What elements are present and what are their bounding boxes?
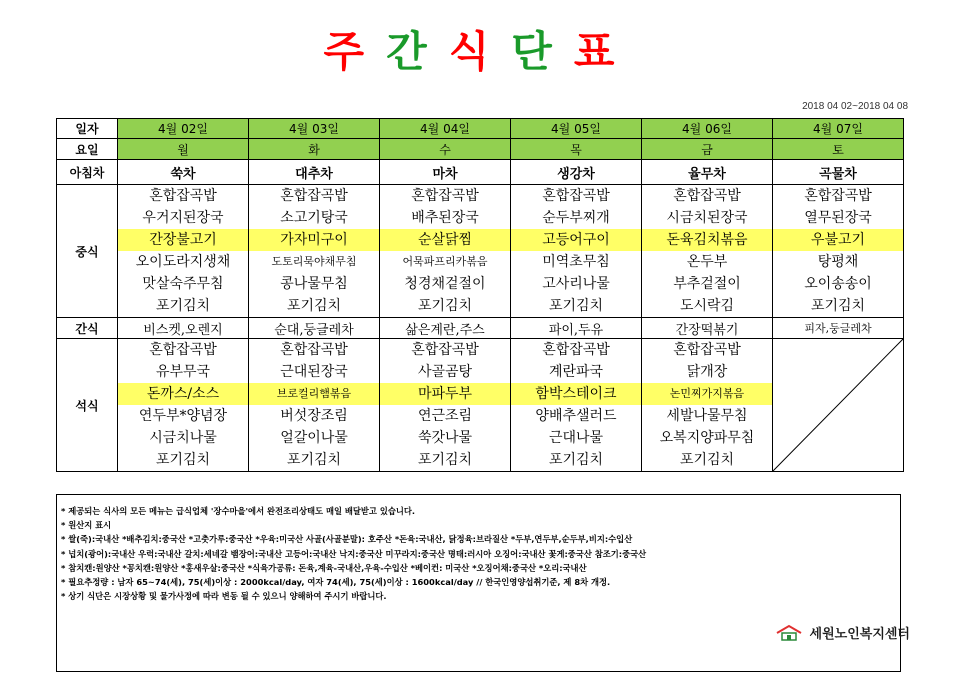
lunch-cell [249,185,380,318]
weekday-row [57,139,904,160]
note-line: * 넙치(광어):국내산 우럭:국내산 갈치:세네갈 뱀장어:국내산 고등어:국내산 낙지:중국산 미꾸라지:중국산 명태:러시아 오징어:국내산 꽃게:중국산 참조기:중국산 [61,548,647,559]
snack-cell: 파이,두유 [511,318,642,339]
menu-item: 혼합잡곡밥 [804,188,872,204]
note-line: * 상기 식단은 시장상황 및 물가사정에 따라 변동 될 수 있으니 양해하여 주시기 바랍니다. [61,591,387,602]
menu-item: 오복지양파무침 [659,430,755,446]
menu-item: 포기김치 [548,298,604,314]
lunch-row [57,185,904,318]
menu-item: 포기김치 [155,298,211,314]
menu-item: 포기김치 [417,298,473,314]
brand-name: 세원노인복지센터 [809,627,910,642]
dinner-cell [249,339,380,472]
title-char: 단 [511,27,574,76]
snack-label: 간식 [57,318,118,339]
day-cell: 월 [118,139,249,160]
menu-item: 온두부 [686,254,728,270]
menu-item: 청경채겉절이 [404,276,486,292]
menu-item: 얼갈이나물 [280,430,348,446]
lunch-cell [773,185,904,318]
dinner-cell [118,339,249,472]
menu-item: 고등어구이 [511,229,641,251]
menu-item: 포기김치 [155,452,211,468]
menu-item: 포기김치 [679,452,735,468]
menu-item: 도시락김 [679,298,735,314]
note-line: * 제공되는 식사의 모든 메뉴는 급식업체 '장수마을'에서 완전조리상태도 매일 배달받고 있습니다. [61,506,416,516]
menu-item: 함박스테이크 [511,383,641,405]
menu-item: 미역초무침 [542,254,610,270]
menu-item: 버섯장조림 [280,408,348,424]
date-cell: 4월 04일 [380,119,511,139]
menu-item: 혼합잡곡밥 [280,342,348,358]
house-logo-icon [774,624,804,642]
snack-cell: 피자,둥글레차 [773,318,904,339]
menu-item: 혼합잡곡밥 [673,342,741,358]
menu-item: 돈까스/소스 [118,383,248,405]
menu-item: 혼합잡곡밥 [542,188,610,204]
title-char: 식 [448,27,512,76]
lunch-cell [642,185,773,318]
menu-item: 부추겉절이 [673,276,741,292]
title-char: 표 [573,27,637,76]
day-cell: 토 [773,139,904,160]
day-cell: 수 [380,139,511,160]
date-cell: 4월 05일 [511,119,642,139]
title-char: 간 [386,27,449,76]
menu-item: 사골곰탕 [417,364,473,380]
menu-item: 오이송송이 [804,276,872,292]
tea-cell: 대추차 [249,160,380,185]
dinner-cell-empty [773,339,904,472]
dinner-label: 석식 [57,339,118,472]
tea-cell: 곡물차 [773,160,904,185]
menu-item: 유부무국 [155,364,211,380]
menu-item: 열무된장국 [804,210,872,226]
menu-item: 돈육김치볶음 [642,229,772,251]
menu-table [56,118,904,472]
menu-item: 탕평채 [817,254,859,270]
snack-cell: 간장떡볶기 [642,318,773,339]
menu-item: 가자미구이 [249,229,379,251]
snack-row [57,318,904,339]
note-line: * 쌀(죽):국내산 *배추김치:중국산 *고춧가루:중국산 *우육:미국산 사골(사골분말): 호주산 *돈육:국내산, 닭정육:브라질산 *두부,연두부,순두부,비지:수입산 [61,534,633,545]
date-cell: 4월 03일 [249,119,380,139]
dinner-cell [511,339,642,472]
day-label: 요일 [57,139,118,160]
date-row [57,119,904,139]
tea-row [57,160,904,185]
tea-cell: 쑥차 [118,160,249,185]
menu-item: 혼합잡곡밥 [280,188,348,204]
menu-item: 시금치된장국 [666,210,748,226]
menu-item: 우불고기 [773,229,903,251]
snack-cell: 비스켓,오렌지 [118,318,249,339]
menu-item: 혼합잡곡밥 [149,188,217,204]
menu-item: 마파두부 [380,383,510,405]
tea-cell: 생강차 [511,160,642,185]
menu-item: 근대된장국 [280,364,348,380]
menu-item: 배추된장국 [411,210,479,226]
menu-item: 혼합잡곡밥 [411,188,479,204]
tea-cell: 마차 [380,160,511,185]
menu-item: 콩나물무침 [280,276,348,292]
dinner-cell [380,339,511,472]
note-line: * 필요추정량 : 남자 65~74(세), 75(세)이상 : 2000kcal/day, 여자 74(세), 75(세)이상 : 1600kcal/day // 한국인영양섭취기준, 제 8차 개정. [61,577,611,588]
menu-item: 연근조림 [417,408,473,424]
menu-item: 포기김치 [810,298,866,314]
menu-item: 계란파국 [548,364,604,380]
menu-item: 맛살숙주무침 [142,276,224,292]
menu-item: 순두부찌개 [542,210,610,226]
page-title [0,28,960,76]
notes-box [56,494,901,672]
menu-item: 논민찌가지볶음 [642,383,772,405]
menu-item: 포기김치 [548,452,604,468]
menu-item: 소고기탕국 [280,210,348,226]
menu-item: 어묵파프리카볶음 [402,255,488,268]
date-cell: 4월 02일 [118,119,249,139]
lunch-cell [380,185,511,318]
menu-item: 오이도라지생채 [135,254,231,270]
diagonal-slash [773,339,903,471]
menu-item: 시금치나물 [149,430,217,446]
menu-item: 닭개장 [686,364,728,380]
menu-item: 간장불고기 [118,229,248,251]
date-cell: 4월 06일 [642,119,773,139]
menu-item: 포기김치 [417,452,473,468]
day-cell: 금 [642,139,773,160]
lunch-cell [118,185,249,318]
tea-label: 아침차 [57,160,118,185]
menu-item: 고사리나물 [542,276,610,292]
tea-cell: 율무차 [642,160,773,185]
menu-item: 세발나물무침 [666,408,748,424]
date-cell: 4월 07일 [773,119,904,139]
snack-cell: 삶은계란,주스 [380,318,511,339]
brand [774,623,910,642]
menu-item: 포기김치 [286,452,342,468]
title-char: 주 [323,27,387,76]
dinner-cell [642,339,773,472]
menu-item: 혼합잡곡밥 [542,342,610,358]
date-range: 2018 04 02~2018 04 08 [802,101,908,112]
note-line: * 참치캔:원양산 *꽁치캔:원양산 *홍새우살:중국산 *식육가공류: 돈육,계육-국내산,우육-수입산 *베이컨: 미국산 *오징어채:중국산 *오리:국내산 [61,562,587,573]
lunch-label: 중식 [57,185,118,318]
day-cell: 목 [511,139,642,160]
menu-item: 도토리묵야채무침 [271,255,357,268]
lunch-cell [511,185,642,318]
menu-item: 양배추샐러드 [535,408,617,424]
menu-item: 쑥갓나물 [417,430,473,446]
menu-item: 포기김치 [286,298,342,314]
date-label: 일자 [57,119,118,139]
menu-item: 연두부*양념장 [138,408,228,424]
menu-item: 혼합잡곡밥 [149,342,217,358]
day-cell: 화 [249,139,380,160]
menu-item: 브로컬리햄볶음 [249,383,379,405]
menu-item: 혼합잡곡밥 [411,342,479,358]
snack-cell: 순대,둥글레차 [249,318,380,339]
menu-item: 우거지된장국 [142,210,224,226]
menu-item: 혼합잡곡밥 [673,188,741,204]
menu-item: 순살닭찜 [380,229,510,251]
dinner-row [57,339,904,472]
menu-item: 근대나물 [548,430,604,446]
note-line: * 원산지 표시 [61,520,112,531]
